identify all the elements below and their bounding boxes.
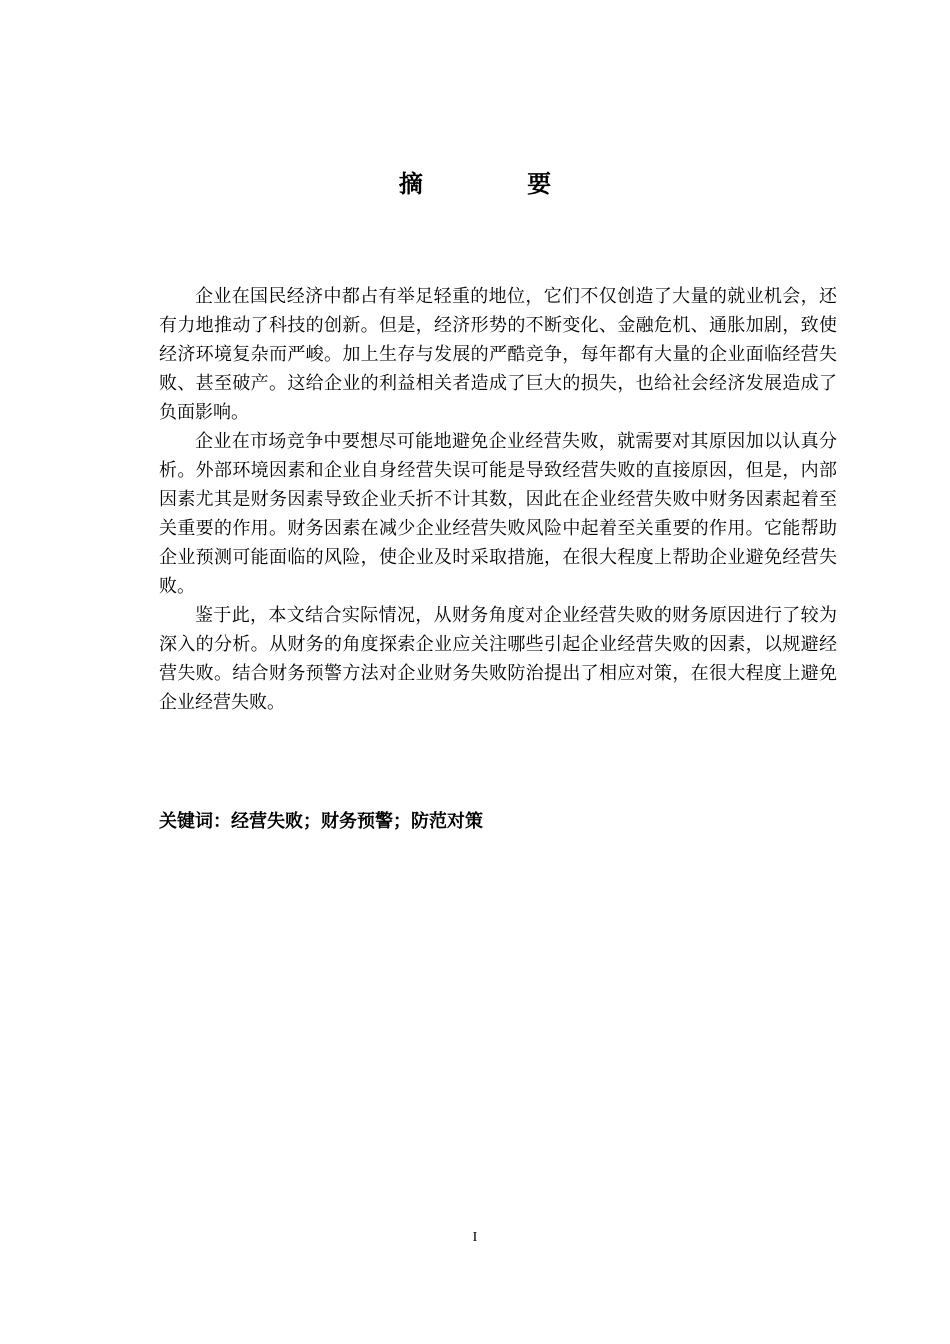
page-number: I — [472, 1230, 478, 1245]
page-title: 摘 要 — [398, 170, 600, 198]
abstract-paragraph-1: 企业在国民经济中都占有举足轻重的地位，它们不仅创造了大量的就业机会，还有力地推动了科技的创新。但是，经济形势的不断变化、金融危机、通胀加剧，致使经济环境复杂而严峻。加上生存与发展的严酷竞争，每年都有大量的企业面临经营失败、甚至破产。这给企业的利益相关者造成了巨大的损失，也给社会经济发展造成了负面影响。 — [159, 286, 837, 423]
abstract-paragraph-3: 鉴于此，本文结合实际情况，从财务角度对企业经营失败的财务原因进行了较为深入的分析。从财务的角度探索企业应关注哪些引起企业经营失败的因素，以规避经营失败。结合财务预警方法对企业财务失败防治提出了相应对策，在很大程度上避免企业经营失败。 — [159, 605, 837, 713]
abstract-body — [159, 282, 837, 717]
abstract-paragraph-2: 企业在市场竞争中要想尽可能地避免企业经营失败，就需要对其原因加以认真分析。外部环境因素和企业自身经营失误可能是导致经营失败的直接原因，但是，内部因素尤其是财务因素导致企业夭折不计其数，因此在企业经营失败中财务因素起着至关重要的作用。财务因素在减少企业经营失败风险中起着至关重要的作用。它能帮助企业预测可能面临的风险，使企业及时采取措施，在很大程度上帮助企业避免经营失败。 — [159, 431, 837, 597]
keywords-line: 关键词：经营失败；财务预警；防范对策 — [159, 811, 483, 832]
